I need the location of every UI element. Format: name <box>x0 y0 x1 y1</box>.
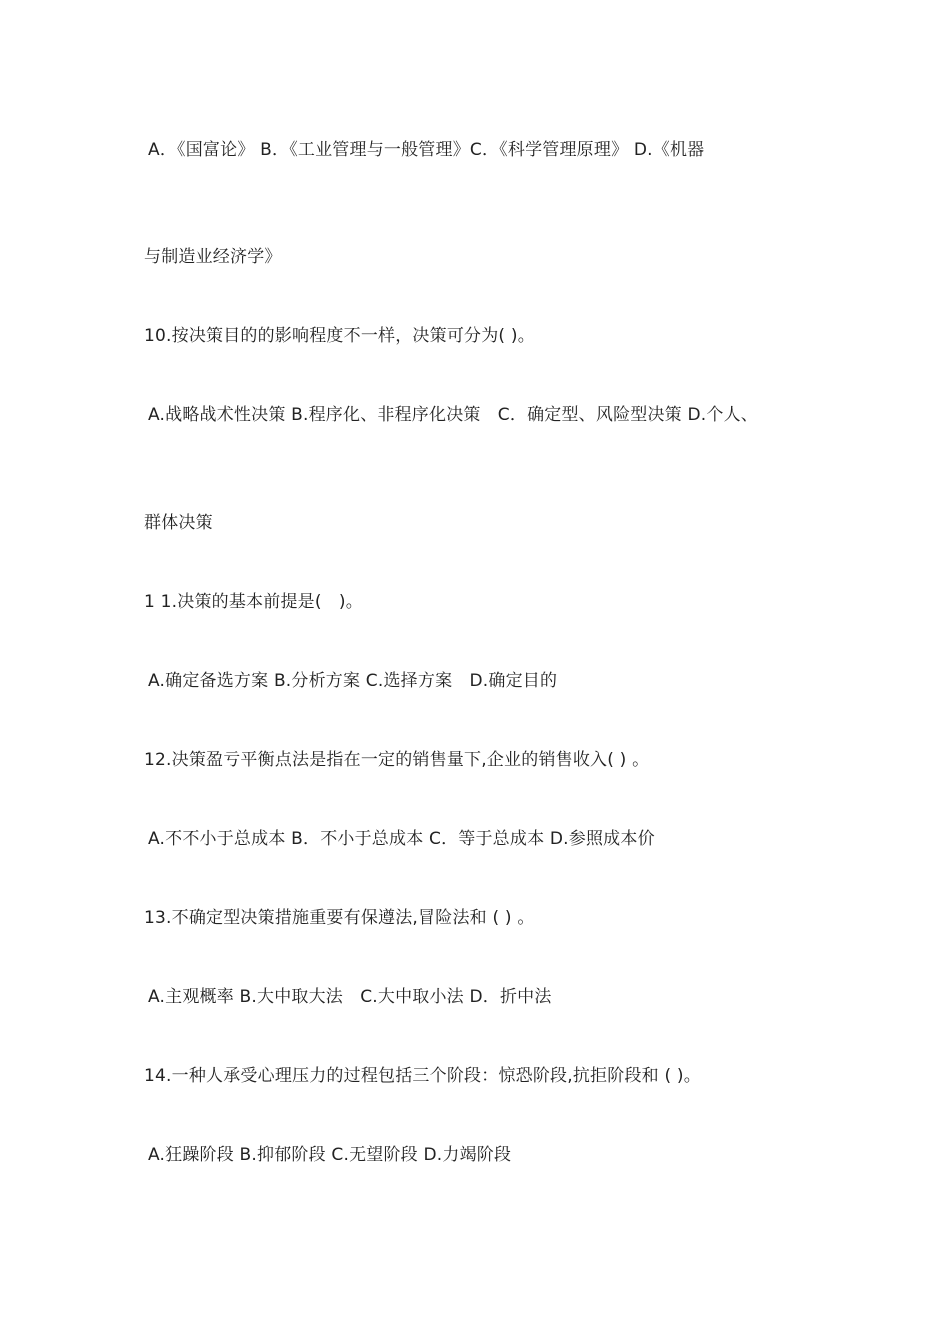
q10-options-line-2: 群体决策 <box>144 513 213 533</box>
q11-options: A.确定备选方案 B.分析方案 C.选择方案 D.确定目的 <box>148 671 558 691</box>
q13-question: 13.不确定型决策措施重要有保遵法,冒险法和 ( ) 。 <box>144 908 535 928</box>
q9-options-line-1: A．《国富论》 B．《工业管理与一般管理》C．《科学管理原理》 D.《机器 <box>148 140 705 160</box>
q13-options: A.主观概率 B.大中取大法 C.大中取小法 D．折中法 <box>148 987 552 1007</box>
q12-question: 12.决策盈亏平衡点法是指在一定的销售量下,企业的销售收入( ) 。 <box>144 750 650 770</box>
q12-options: A.不不小于总成本 B．不小于总成本 C．等于总成本 D.参照成本价 <box>148 829 655 849</box>
q9-options-line-2: 与制造业经济学》 <box>144 247 282 267</box>
q14-options: A.狂躁阶段 B.抑郁阶段 C.无望阶段 D.力竭阶段 <box>148 1145 512 1165</box>
q14-question: 14.一种人承受心理压力的过程包括三个阶段：惊恐阶段,抗拒阶段和 ( )。 <box>144 1066 701 1086</box>
q11-question: 1 1.决策的基本前提是( )。 <box>144 592 363 612</box>
q10-question: 10.按决策目的的影响程度不一样，决策可分为( )。 <box>144 326 535 346</box>
q10-options-line-1: A.战略战术性决策 B.程序化、非程序化决策 C．确定型、风险型决策 D.个人、 <box>148 405 758 425</box>
